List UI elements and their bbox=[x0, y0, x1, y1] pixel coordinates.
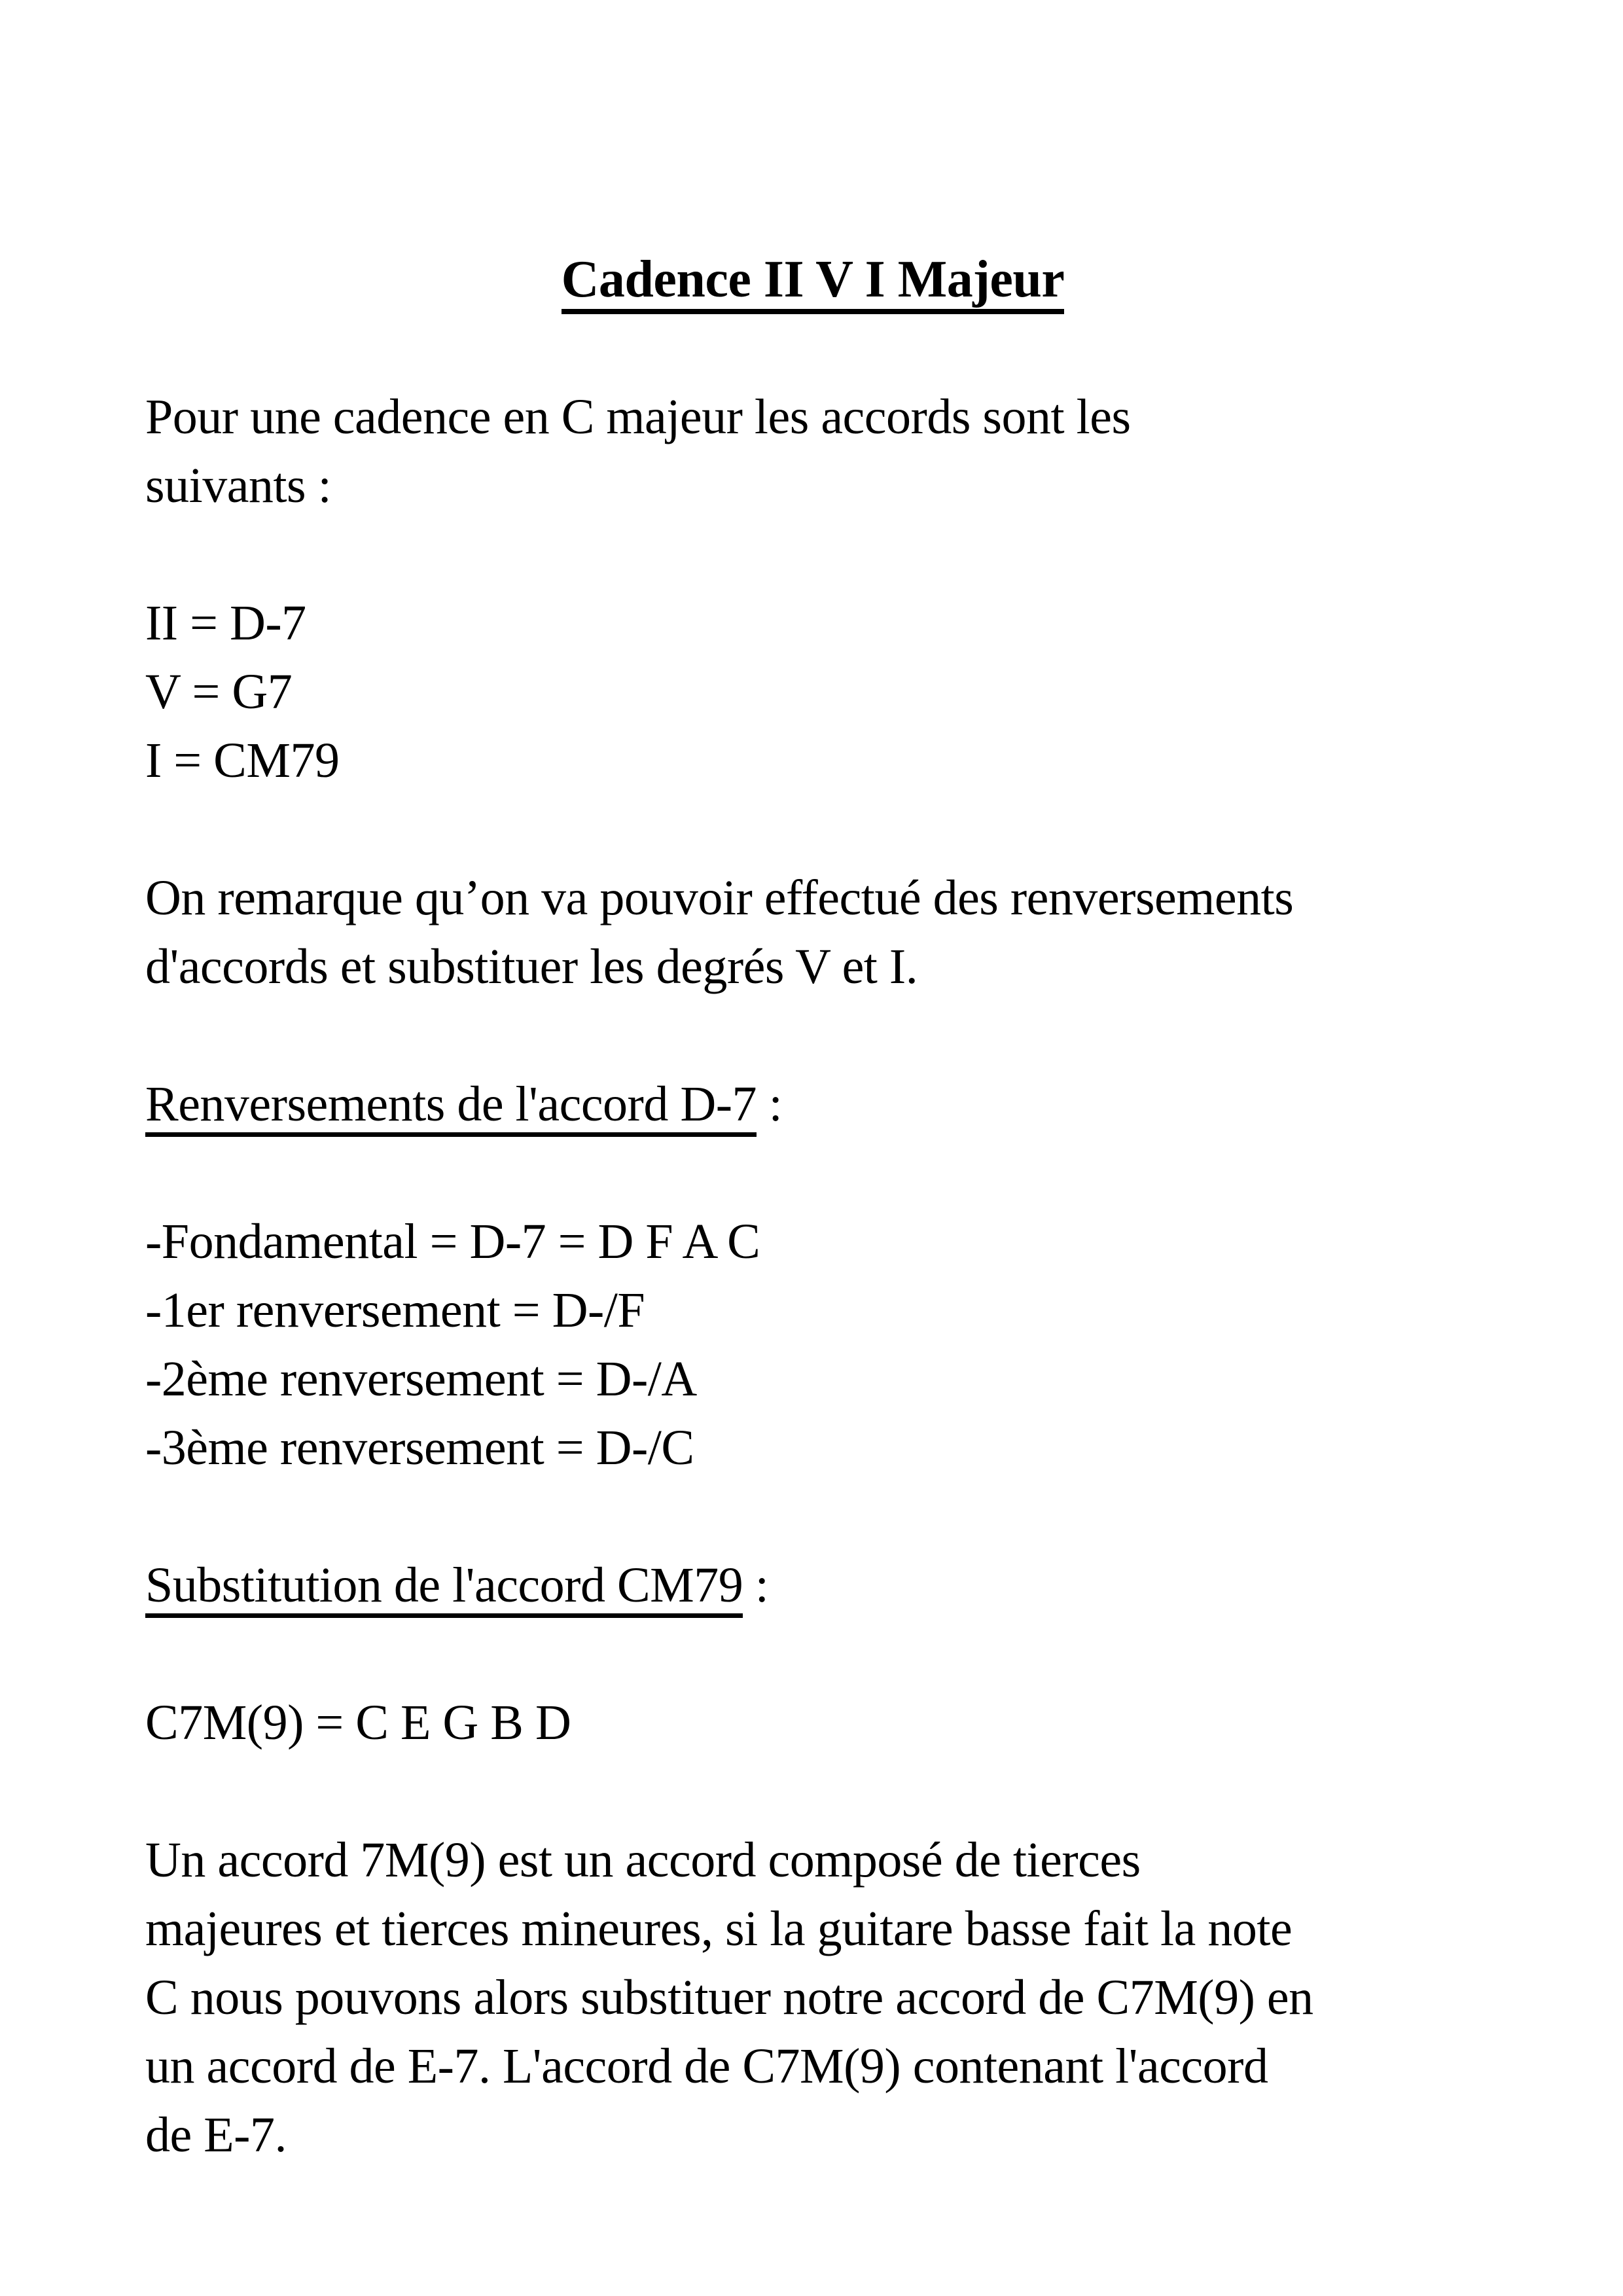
renversement-item-2eme: -2ème renversement = D-/A bbox=[145, 1352, 697, 1407]
explanation-line-5: de E-7. bbox=[145, 2108, 287, 2162]
blank-line bbox=[145, 795, 1480, 864]
section-heading-substitution-suffix: : bbox=[743, 1558, 769, 1613]
blank-line bbox=[145, 1139, 1480, 1208]
blank-line bbox=[145, 1001, 1480, 1070]
blank-line bbox=[145, 1620, 1480, 1689]
explanation-line-3: C nous pouvons alors substituer notre accord de C7M(9) en bbox=[145, 1970, 1313, 2025]
section-heading-substitution bbox=[145, 1551, 1480, 1620]
section-heading-renversements-text: Renversements de l'accord D-7 bbox=[145, 1077, 757, 1137]
blank-line bbox=[145, 520, 1480, 589]
section-heading-renversements-suffix: : bbox=[757, 1077, 783, 1132]
remark-line-1: On remarque qu’on va pouvoir effectué des renversements bbox=[145, 870, 1294, 925]
chord-line-i: I = CM79 bbox=[145, 733, 340, 788]
page-title-text: Cadence II V I Majeur bbox=[562, 251, 1065, 314]
section-heading-renversements bbox=[145, 1070, 1480, 1139]
explanation-line-2: majeures et tierces mineures, si la guitare basse fait la note bbox=[145, 1901, 1293, 1956]
substitution-formula: C7M(9) = C E G B D bbox=[145, 1695, 571, 1750]
intro-line-2: suivants : bbox=[145, 458, 332, 513]
section-heading-substitution-text: Substitution de l'accord CM79 bbox=[145, 1558, 743, 1618]
chord-line-ii: II = D-7 bbox=[145, 596, 306, 651]
renversement-item-1er: -1er renversement = D-/F bbox=[145, 1283, 645, 1338]
renversement-item-3eme: -3ème renversement = D-/C bbox=[145, 1420, 694, 1475]
explanation-line-1: Un accord 7M(9) est un accord composé de tierces bbox=[145, 1833, 1141, 1888]
blank-line bbox=[145, 1757, 1480, 1826]
page-title bbox=[145, 245, 1480, 314]
chord-line-v: V = G7 bbox=[145, 664, 293, 719]
blank-line bbox=[145, 1482, 1480, 1551]
blank-line bbox=[145, 314, 1480, 383]
intro-line-1: Pour une cadence en C majeur les accords sont les bbox=[145, 389, 1131, 444]
remark-line-2: d'accords et substituer les degrés V et I. bbox=[145, 939, 918, 994]
renversement-item-fondamental: -Fondamental = D-7 = D F A C bbox=[145, 1214, 760, 1269]
explanation-line-4: un accord de E-7. L'accord de C7M(9) contenant l'accord bbox=[145, 2039, 1268, 2094]
